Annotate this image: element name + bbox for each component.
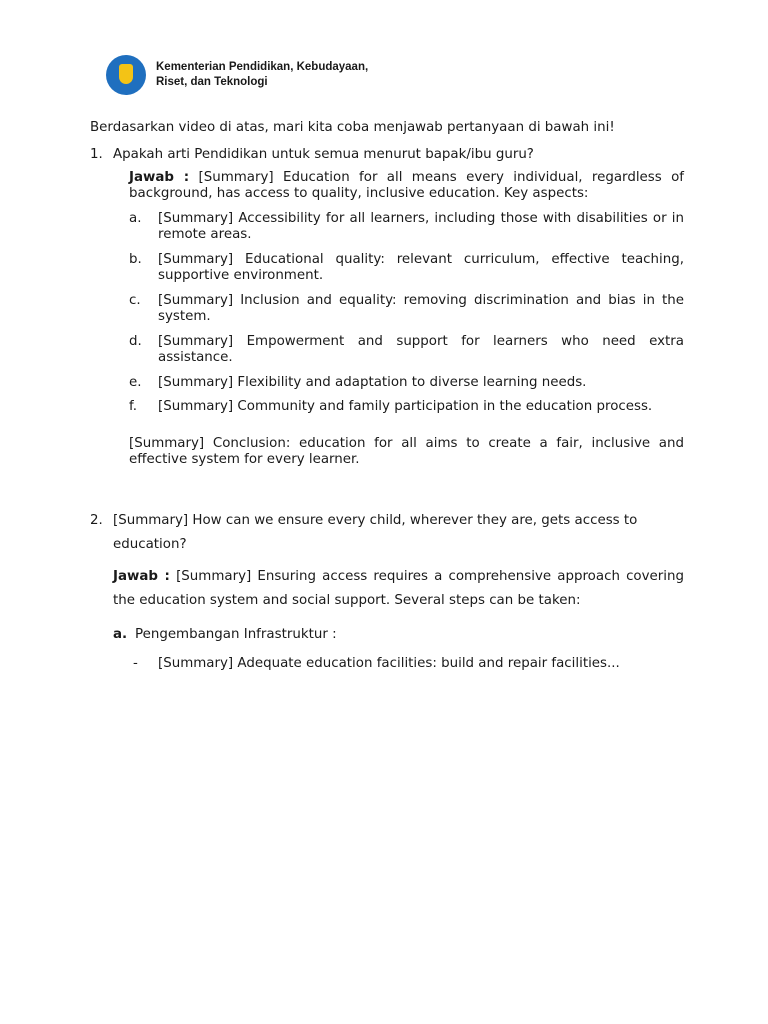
- answer-summary: [Summary] Ensuring access requires a comprehensive approach covering the education system and social support. Several steps can be taken:: [113, 568, 685, 608]
- answer-summary: [Summary] Education for all means every individual, regardless of background, has access to quality, inclusive education. Key aspects:: [129, 169, 685, 201]
- question-number: 1.: [90, 146, 103, 162]
- list-item: f. [Summary] Community and family participation in the education process.: [129, 399, 653, 414]
- list-item: e. [Summary] Flexibility and adaptation to diverse learning needs.: [129, 374, 587, 390]
- answer-1: [129, 170, 684, 203]
- key-aspects-list: [129, 211, 684, 416]
- question-1: [90, 147, 684, 162]
- section-heading: a. Pengembangan Infrastruktur :: [113, 626, 337, 642]
- ministry-header: [106, 55, 386, 95]
- document-body: [90, 120, 684, 671]
- ministry-name: Kementerian Pendidikan, Kebudayaan, Riset, dan Teknologi: [156, 61, 369, 88]
- answer-label: Jawab :: [113, 568, 170, 584]
- question-number: 2.: [90, 512, 103, 528]
- ministry-logo-icon: [106, 55, 146, 95]
- question-text: Apakah arti Pendidikan untuk semua menurut bapak/ibu guru?: [113, 146, 534, 162]
- list-item: a. [Summary] Accessibility for all learners, including those with disabilities or in remote areas.: [129, 210, 684, 242]
- list-item: d. [Summary] Empowerment and support for learners who need extra assistance.: [129, 333, 684, 365]
- question-text: [Summary] How can we ensure every child, wherever they are, gets access to education?: [113, 512, 638, 552]
- bullet-item: - [Summary] Adequate education facilities: build and repair facilities...: [133, 655, 620, 671]
- answer-label: Jawab :: [129, 169, 190, 185]
- answer-2: [113, 565, 684, 613]
- list-item: c. [Summary] Inclusion and equality: removing discrimination and bias in the system.: [129, 292, 684, 324]
- conclusion-paragraph: [Summary] Conclusion: education for all aims to create a fair, inclusive and effective system for every learner.: [129, 435, 684, 467]
- intro-text: Berdasarkan video di atas, mari kita coba menjawab pertanyaan di bawah ini!: [90, 120, 615, 135]
- list-item: b. [Summary] Educational quality: relevant curriculum, effective teaching, supportive environment.: [129, 251, 684, 283]
- question-2: [90, 509, 684, 557]
